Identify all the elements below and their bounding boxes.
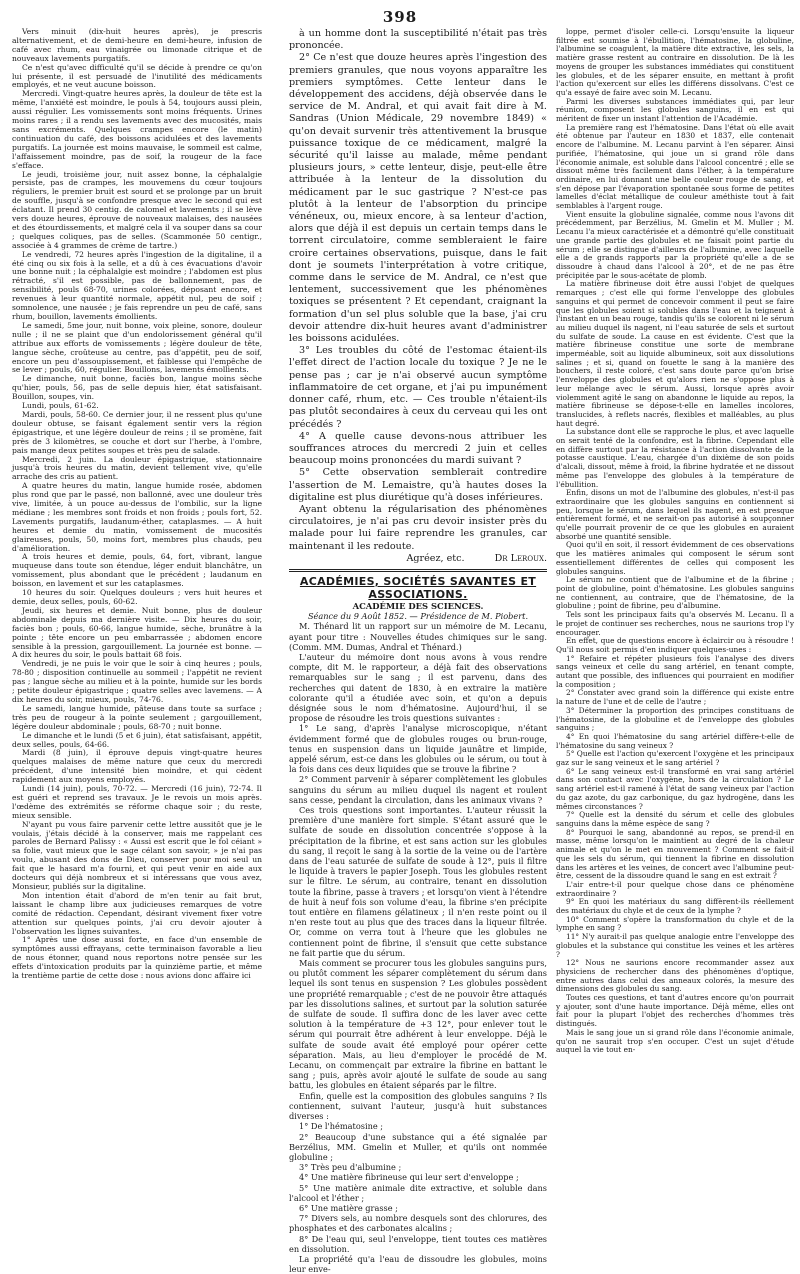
section-title: ACADÉMIES, SOCIÉTÉS SAVANTES ET ASSOCIATIONS.	[299, 574, 537, 601]
paragraph: 2° Ce n'est que douze heures après l'ingestion des premiers granules, que nous voyons apparaître les premiers symptômes. Cette lenteur dans le développement des accidens, déjà observée dans le service de M. Andral, et qui avait fait dire à M. Sandras (Union Médicale, 29 novembre 1849) « qu'on devait survenir très attentivement la brusque puissance toxique de ce médicament, malgré la sécurité qu'il laisse au malade, même pendant plusieurs jours, » cette lenteur, disje, peut-elle être attribuée à la lenteur de la dissolution du médicament par le suc gastrique ? N'est-ce pas plutôt à la lenteur de l'absorption du principe vénéneux, ou, mieux encore, à sa lenteur d'action, alors que déjà il est depuis un certain temps dans le torrent circulatoire, comme sembleraient le faire croire certaines observations, puisque, dans le fait dont je soumets l'interprétation à votre critique, comme dans le service de M. Andral, ce n'est que lentement, successivement que les phénomènes toxiques se présentent ? Et cependant, craignant la formation d'un sel plus soluble que la base, j'ai cru devoir attendre dix-huit heures avant d'administrer les boissons acidulées.	[289, 52, 547, 345]
section-rule	[289, 569, 547, 572]
paragraph: 3° Déterminer la proportion des principes constituans de l'hématosine, de la globuline et de l'enveloppe des globules sanguins ;	[556, 705, 794, 733]
paragraph: L'auteur du mémoire dont nous avons à vous rendre compte, dit M. le rapporteur, a déjà fait des observations remarquables sur le sang ; il est parvenu, dans des recherches qui datent de 1830, à en extraire la matière colorante qu'il a étudiée avec soin, et qu'on a depuis désignée sous le nom d'hématosine. Aujourd'hui, il se propose de résoudre les trois questions suivantes :	[289, 651, 547, 724]
paragraph: La matière fibrineuse doit être aussi l'objet de quelques remarques ; c'est elle qui forme l'enveloppe des globules sanguins et qui permet de concevoir comment il peut se faire que les globules soient si solubles dans l'eau et la teignent à l'instant en un beau rouge, tandis qu'ils se colorent ni le sérum au milieu duquel ils nagent, ni l'eau saturée de sels et surtout du sulfate de soude. La cause en est évidente. C'est que la matière fibrineuse constitue une sorte de membrane imperméable, soit au liquide albumineux, soit aux dissolutions salines ; et si, quand on fouette le sang à la manière des bouchers, il reste coloré, c'est sans doute parce qu'on brise l'enveloppe des globules et qu'alors rien ne s'oppose plus à leur mélange avec le sérum. Aussi, lorsque après avoir violemment agité le sang on abandonne le liquide au repos, la matière fibrineuse se dépose-t-elle en lamelles incolores, translucides, à reflets nacrés, flexibles et malléables, au plus haut degré.	[556, 279, 794, 428]
paragraph: Quoi qu'il en soit, il ressort évidemment de ces observations que les matières animales qui composent le sérum sont essentiellement différentes de celles qui composent les globules sanguins.	[556, 540, 794, 576]
paragraph: 6° Le sang veineux est-il transformé en vrai sang artériel dans son contact avec l'oxygène, hors de la circulation ? Le sang artériel est-il ramené à l'état de sang veineux par l'action du gaz azote, du gaz carbonique, du gaz hydrogène, dans les mêmes circonstances ?	[556, 766, 794, 811]
column-left	[12, 28, 262, 1098]
paragraph: Vient ensuite la globuline signalée, comme nous l'avons dit précédemment, par Berzélius, M. Gmelin et M. Muller ; M. Lecanu l'a mieux caractérisée et a démontré qu'elle constituait une grande partie des globules et ne faisait point partie du sérum ; elle se distingue d'ailleurs de l'albumine, avec laquelle elle a de grands rapports par la propriété qu'elle a de se dissoudre à chaud dans l'alcool à 20°, et de ne pas être précipitée par le sous-acétate de plomb.	[556, 209, 794, 280]
paragraph: 5° Quelle est l'action qu'exercent l'oxygène et les principaux gaz sur le sang veineux et le sang artériel ?	[556, 749, 794, 768]
page-number: 398	[382, 8, 418, 26]
paragraph: L'air entre-t-il pour quelque chose dans ce phénomène extraordinaire ?	[556, 879, 794, 898]
paragraph: 5° Une matière animale dite extractive, et soluble dans l'alcool et l'éther ;	[289, 1182, 547, 1203]
paragraph: 1° Après une dose aussi forte, en face d'un ensemble de symptômes aussi effrayans, cette terminaison favorable a lieu de nous étonner, quand nous reportons notre pensée sur les effets d'intoxication produits par la quinzième partie, et même la trentième partie de cette dose : nous avions donc affaire ici	[12, 935, 262, 981]
paragraph: La propriété qu'a l'eau de dissoudre les globules, moins leur enve-	[289, 1253, 547, 1274]
signature-closing: Agréez, etc.	[406, 552, 465, 564]
paragraph: Parmi les diverses substances immédiates qui, par leur réunion, composent les globules sanguins, il en est qui méritent de fixer un instant l'attention de l'Académie.	[556, 96, 794, 124]
letter-conclusion	[289, 28, 547, 553]
paragraph: 2° Beaucoup d'une substance qui a été signalée par Berzélius, MM. Gmelin et Muller, et qu'ils ont nommée globuline ;	[289, 1131, 547, 1162]
paragraph: Jeudi, six heures et demie. Nuit bonne, plus de douleur abdominale depuis ma dernière visite. — Dix heures du soir, faciès bon ; pouls, 60-66, langue humide, sèche, brunâtre à la pointe ; tête encore un peu embarrassée ; abdomen encore sensible à la pression, gargouillement. La journée est bonne. — A dix heures du soir, le pouls battait 68 fois.	[12, 605, 262, 660]
paragraph: 1° Le sang, d'après l'analyse microscopique, n'étant évidemment formé que de globules rouges ou brun-rouge, tenus en suspension dans un liquide jaunâtre et limpide, appelé sérum, est-ce dans les globules ou le sérum, ou tout à la fois dans ces deux liquides que se trouve la fibrine ?	[289, 723, 547, 775]
paragraph: Le dimanche, nuit bonne, faciès bon, langue moins sèche qu'hier, pouls, 56, pas de selle depuis hier, état satisfaisant. Bouillon, soupes, vin.	[12, 374, 262, 402]
paragraph: Ce n'est qu'avec difficulté qu'il se décide à prendre ce qu'on lui présente, il est persuadé de l'inutilité des médicaments employés, et ne veut aucune boisson.	[12, 62, 262, 90]
paragraph: Enfin, disons un mot de l'albumine des globules, n'est-il pas extraordinaire que les globules sanguins en contiennent si peu, lorsque le sérum, dans lequel ils nagent, en est presque entièrement formé, et ne serait-on pas autorisé à soupçonner qu'elle pourrait provenir de ce que les globules en auraient absorbé une quantité sensible.	[556, 488, 794, 541]
paragraph: 11° N'y aurait-il pas quelque analogie entre l'enveloppe des globules et la substance qui constitue les veines et les artères ?	[556, 932, 794, 959]
paragraph: Mercredi. Vingt-quatre heures après, la douleur de tête est la même, l'anxiété est moindre, le pouls à 54, toujours aussi plein, aussi régulier. Les vomissements sont moins fréquents. Urines moins rares ; il a rendu ses lavements avec des mucosités, mais sans excréments. Quelques crampes encore (le matin) continuation du café, des boissons acidulées et des lavements purgatifs. La journée est moins mauvaise, le sommeil est calme, l'affaissement moindre, pas de soif, la rougeur de la face s'efface.	[12, 89, 262, 170]
column-middle	[289, 28, 547, 1274]
paragraph: La substance dont elle se rapproche le plus, et avec laquelle on serait tenté de la confondre, est la fibrine. Cependant elle en diffère surtout par la résistance à l'action dissolvante de la potasse caustique. L'eau, chargée d'un dixième de son poids d'alcali, dissout, même à froid, la fibrine hydratée et ne dissout même pas l'enveloppe des globules à la température de l'ébullition.	[556, 427, 794, 489]
paragraph: La première rang est l'hématosine. Dans l'état où elle avait été obtenue par l'auteur en 1830 et 1837, elle contenait encore de l'albumine. M. Lecanu parvint à l'en séparer. Ainsi purifiée, l'hématosine, qui joue un si grand rôle dans l'économie animale, est soluble dans l'alcool concentré ; elle se dissout même très facilement dans l'éther, à la température ordinaire, en lui donnant une belle couleur rouge de sang, et s'en dépose par l'évaporation spontanée sous forme de petites lamelles d'éclat métallique de couleur améthiste tout à fait semblables à l'argent rouge.	[556, 122, 794, 211]
paragraph: Vendredi, je ne puis le voir que le soir à cinq heures ; pouls, 78-80 ; disposition continuelle au sommeil ; l'appétit ne revient pas ; langue sèche au milieu et à la pointe, humide sur les bords ; petite douleur épigastrique ; quatre selles avec lavemens. — A dix heures du soir, mieux, pouls, 74-76.	[12, 659, 262, 704]
paragraph: 7° Divers sels, au nombre desquels sont des chlorures, des phosphates et des carbonates alcalins ;	[289, 1213, 547, 1234]
paragraph: N'ayant pu vous faire parvenir cette lettre aussitôt que je le voulais, j'étais décidé à la conserver, mais me rappelant ces paroles de Bernard Palissy : « Aussi est escrit que le fol céiant » sa folie, vaut mieux que le sage célant son savoir, » je n'ai pas voulu, abusant des dons de Dieu, conserver pour moi seul un fait que le hasard m'a fourni, et qui peut venir en aide aux docteurs qui déjà nombreux et si intéressans que vous avez, Monsieur, publiés sur la digitaline.	[12, 819, 262, 891]
paragraph: 2° Comment parvenir à séparer complètement les globules sanguins du sérum au milieu duquel ils nagent et roulent sans cesse, pendant la circulation, dans les animaux vivans ?	[289, 774, 547, 805]
paragraph: En effet, que de questions encore à éclaircir ou à résoudre ! Qu'il nous soit permis d'en indiquer quelques-unes :	[556, 636, 794, 654]
paragraph: 4° A quelle cause devons-nous attribuer les souffrances atroces du mercredi 2 juin et celles beaucoup moins prononcées du mardi suivant ?	[289, 430, 547, 467]
paragraph: 8° De l'eau qui, seul l'enveloppe, tient toutes ces matières en dissolution.	[289, 1233, 547, 1254]
paragraph: 9° En quoi les matériaux du sang diffèrent-ils réellement des matériaux du chyle et de ceux de la lymphe ?	[556, 897, 794, 916]
paragraph: 6° Une matière grasse ;	[299, 1202, 398, 1213]
paragraph: Mais comment se procurer tous les globules sanguins purs, ou plutôt comment les séparer complètement du sérum dans lequel ils sont tenus en suspension ? Les globules possèdent une propriété remarquable ; c'est de ne pouvoir être attaqués par les dissolutions salines, et surtout par la solution saturée de sulfate de soude. Il suffira donc de les laver avec cette solution à la température de +3 12°, pour enlever tout le sérum qui pourrait être adhérent à leur enveloppe. Déjà le sulfate de soude avait été employé pour opérer cette séparation. Mais, au lieu d'employer le procédé de M. Lecanu, on commençait par extraire la fibrine en battant le sang ; puis, après avoir ajouté le sulfate de soude au sang battu, les globules en étaient séparés par le filtre.	[289, 958, 547, 1091]
paragraph: 4° Une matière fibrineuse qui leur sert d'enveloppe ;	[299, 1172, 519, 1183]
column-right	[556, 28, 794, 1098]
paragraph: 12° Nous ne saurions encore recommander assez aux physiciens de rechercher dans des phénomènes d'optique, entre autres dans celui des anneaux colorés, la mesure des dimensions des globules du sang.	[556, 958, 794, 994]
paragraph: A trois heures et demie, pouls, 64, fort, vibrant, langue muqueuse dans toute son étendue, léger enduit blanchâtre, un vomissement, plus abondant que le précédent ; laudanum en boisson, en lavement et sur les cataplasmes.	[12, 552, 262, 589]
paragraph: Le jeudi, troisième jour, nuit assez bonne, la céphalalgie persiste, pas de crampes, les mouvemens du cœur toujours réguliers, le premier bruit est sourd et se prolonge par un bruit de souffle, jusqu'à se confondre presque avec le second qui est éclatant. Il prend 30 centig. de calomel et lavements ; il se lève vers douze heures, éprouve de nouveaux malaises, des nausées et des étourdissements, et malgré cela il va souper dans sa cour ; quelques coliques, pas de selles. (Scammonée 50 centigr., associée à 4 grammes de crème de tartre.)	[12, 169, 262, 250]
paragraph: 3° Très peu d'albumine ;	[299, 1162, 402, 1173]
paragraph: Mercredi, 2 juin. La douleur épigastrique, stationnaire jusqu'à trois heures du matin, devient tellement vive, qu'elle arrache des cris au patient.	[12, 454, 262, 482]
paragraph: loppe, permet d'isoler celle-ci. Lorsqu'ensuite la liqueur filtrée est soumise à l'ébullition, l'hématosine, la globuline, l'albumine se coagulent, la matière dite extractive, les sels, la matière grasse restent au contraire en dissolution. De là les moyens de grouper les substances immédiates qui constituent les globules, et de les séparer ensuite, en mettant à profit l'action qu'exercent sur elles les différens dissolvans. C'est ce qu'a essayé de faire avec soin M. Lecanu.	[556, 27, 794, 97]
paragraph: Mais le sang joue un si grand rôle dans l'économie animale, qu'on ne saurait trop s'en occuper. C'est un sujet d'étude auquel la vie tout en-	[556, 1027, 794, 1055]
academy-report	[289, 621, 547, 1274]
paragraph: Ces trois questions sont importantes. L'auteur réussit la première d'une manière fort simple. S'étant assuré que le sulfate de soude en dissolution concentrée s'oppose à la précipitation de la fibrine, et est sans action sur les globules du sang, il reçoit le sang à la sortie de la veine ou de l'artère dans de l'eau saturée de sulfate de soude à 12°, puis il filtre le liquide à travers le papier Joseph. Tous les globules restent sur le filtre. Le sérum, au contraire, tenant en dissolution toute la fibrine, passe à travers ; et lorsqu'on vient à l'étendre de huit à neuf fois son volume d'eau, la fibrine s'en précipite tout entière en filamens gélatineux ; il n'en reste point ou il n'en reste tout au plus que des traces dans la liqueur filtrée. Or, comme on verra tout à l'heure que les globules ne contiennent point de fibrine, il s'ensuit que cette substance ne fait partie que du sérum.	[289, 805, 547, 958]
paragraph: 8° Pourquoi le sang, abandonné au repos, se prend-il en masse, même lorsqu'on le maintient au degré de la chaleur animale et qu'on le met en mouvement ? Comment se fait-il que les sels du sérum, qui tiennent la fibrine en dissolution dans les artères et les veines, de concert avec l'albumine peut-être, cessent de la dissoudre quand le sang en est extrait ?	[556, 827, 794, 881]
paragraph: Enfin, quelle est la composition des globules sanguins ? Ils contiennent, suivant l'auteur, jusqu'à huit substances diverses :	[289, 1090, 547, 1122]
paragraph: 3° Les troubles du côté de l'estomac étaient-ils l'effet direct de l'action locale du toxique ? Je ne le pense pas ; car je n'ai observé aucun symptôme inflammatoire de cet organe, et j'ai pu impunément donner café, rhum, etc. — Ces trouble n'étaient-ils pas plutôt secondaires à ceux du cerveau qui les ont précédés ?	[289, 345, 547, 430]
paragraph: Le sérum ne contient que de l'albumine et de la fibrine ; point de globuline, point d'hématosine. Les globules sanguins ne contiennent, au contraire, que de l'hématosine, de la globuline ; point de fibrine, peu d'albumine.	[556, 575, 794, 611]
paragraph: 1° De l'hématosine ;	[299, 1121, 384, 1132]
paragraph: Lundi, pouls, 61-62.	[22, 401, 99, 411]
paragraph: Le vendredi, 72 heures après l'ingestion de la digitaline, il a été cinq ou six fois à la selle, et a dû à ces évacuations d'avoir une bonne nuit ; la céphalalgie est moindre ; l'abdomen est plus rétracté, s'il est possible, pas de ballonnement, pas de sensibilité, pouls 68-70, urines colorées, déposant encore, et revenues à leur quantité normale, appétit nul, peu de soif ; somnolence, une nausée ; je fais reprendre un peu de café, sans rhum, bouillon, lavements émollients.	[12, 249, 262, 321]
paragraph: 2° Constater avec grand soin la différence qui existe entre la nature de l'une et de celle de l'autre ;	[556, 688, 794, 707]
paragraph: 10° Comment s'opère la transformation du chyle et de la lymphe en sang ?	[556, 914, 794, 933]
paragraph: Mardi, pouls, 58-60. Ce dernier jour, il ne ressent plus qu'une douleur obtuse, se faisant également sentir vers la région épigastrique, et une légère douleur de reins ; il se promène, fait près de 3 kilomètres, se couche et dort sur l'herbe, à l'ombre, pais mange deux petites soupes et très peu de salade.	[12, 409, 262, 455]
paragraph: A quatre heures du matin, langue humide rosée, abdomen plus rond que par le passé, non ballonné, avec une douleur très vive, limitée, à un pouce au-dessus de l'ombilic, sur la ligne médiane ; les membres sont froids et non froids ; pouls fort, 52. Lavements purgatifs, laudanum-éther, cataplasmes. — A huit heures et demie du matin, vomissement de mucosités glaireuses, pouls, 50, moins fort, membres plus chauds, peu d'amélioration.	[12, 481, 262, 553]
paragraph: Mon intention était d'abord de m'en tenir au fait brut, laissant le champ libre aux judicieuses remarques de votre comité de rédaction. Cependant, désirant vivement fixer votre attention sur quelques points, j'ai cru devoir ajouter à l'observation les lignes suivantes.	[12, 890, 262, 936]
paragraph: 1° Refaire et répéter plusieurs fois l'analyse des divers sangs veineux et celle du sang artériel, en tenant compte, autant que possible, des influences qui pourraient en modifier la composition ;	[556, 653, 794, 689]
paragraph: Mardi (8 juin), il éprouve depuis vingt-quatre heures quelques malaises de même nature que ceux du mercredi précédent, d'une intensité bien moindre, et qui cèdent rapidement aux moyens employés.	[12, 748, 262, 785]
paragraph: Le dimanche et le lundi (5 et 6 juin), état satisfaisant, appétit, deux selles, pouls, 64-66.	[12, 730, 262, 749]
paragraph: Le samedi, langue humide, pâteuse dans toute sa surface ; très peu de rougeur à la pointe seulement ; gargouillement, légère douleur abdominale ; pouls, 68-70 ; nuit bonne.	[12, 703, 262, 731]
paragraph: 10 heures du soir. Quelques douleurs ; vers huit heures et demie, deux selles, pouls, 60-62.	[12, 588, 262, 606]
paragraph: 4° En quoi l'hématosine du sang artériel diffère-t-elle de l'hématosine du sang veineux ?	[556, 731, 794, 750]
paragraph: Vers minuit (dix-huit heures après), je prescris alternativement, et de demi-heure en demi-heure, infusion de café avec rhum, eau vinaigrée ou limonade citrique et de nouveaux lavements purgatifs.	[12, 27, 262, 63]
paragraph: Toutes ces questions, et tant d'autres encore qu'on pourrait y ajouter, sont d'une haute importance. Déjà même, elles ont fait pour la plupart l'objet des recherches d'hommes très distingués.	[556, 993, 794, 1029]
paragraph: Ayant obtenu la régularisation des phénomènes circulatoires, je n'ai pas cru devoir insister près du malade pour lui faire reprendre les granules, car maintenant il les redoute.	[289, 503, 547, 552]
paragraph: Le samedi, 5me jour, nuit bonne, voix pleine, sonore, douleur nulle ; il ne se plaint que d'un endolorissement général qu'il attribue aux efforts de vomissements ; légère douleur de tête, langue sèche, croûteuse au centre, pas d'appétit, peu de soif, encore un peu d'assoupissement, et faiblesse qui l'empêche de se lever ; pouls, 60, régulier. Bouillons, lavements émollients.	[12, 320, 262, 375]
paragraph: 5° Cette observation semblerait contredire l'assertion de M. Lemaistre, qu'à hautes doses la digitaline est plus diurétique qu'à doses inférieures.	[289, 467, 547, 503]
paragraph: Tels sont les principaux faits qu'a observés M. Lecanu. Il a le projet de continuer ses recherches, nous ne saurions trop l'y encourager.	[556, 610, 794, 637]
paragraph: Lundi (14 juin), pouls, 70-72. — Mercredi (16 juin), 72-74. Il est guéri et reprend ses travaux. Je le revois un mois après. l'œdème des extrémités se réforme chaque soir ; du reste, mieux sensible.	[12, 784, 262, 820]
signature-name: Dr Leroux.	[494, 552, 547, 564]
paragraph: à un homme dont la susceptibilité n'était pas très prononcée.	[289, 28, 547, 52]
section-subtitle: ACADÉMIE DES SCIENCES.	[352, 600, 484, 611]
letter-signature	[289, 553, 547, 565]
session-line: Séance du 9 Août 1852. — Présidence de M. Piobert.	[307, 611, 529, 622]
paragraph: M. Thénard lit un rapport sur un mémoire de M. Lecanu, ayant pour titre : Nouvelles études chimiques sur le sang. (Comm. MM. Dumas, Andral et Thénard.)	[289, 621, 547, 652]
paragraph: 7° Quelle est la densité du sérum et celle des globules sanguins dans la même espèce de sang ?	[556, 810, 794, 828]
